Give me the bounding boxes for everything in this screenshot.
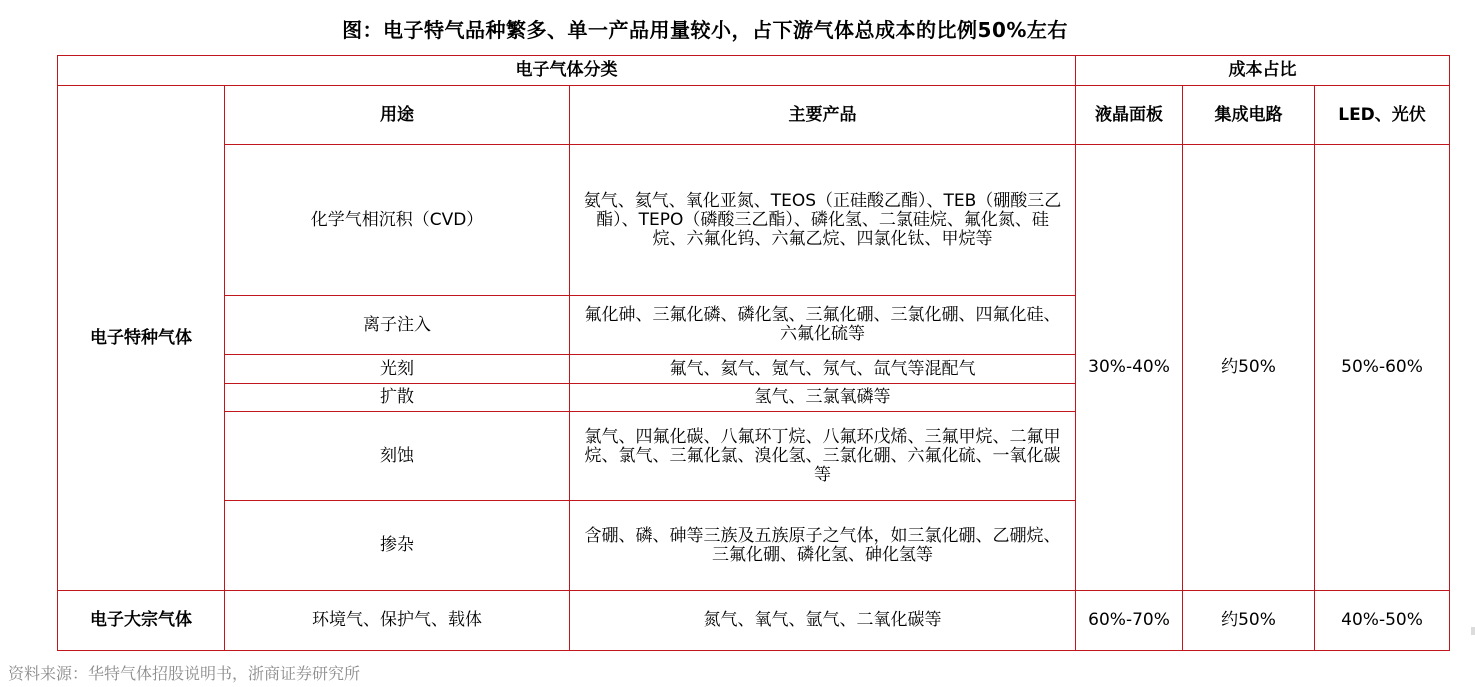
products-cell: 氢气、三氯氧磷等: [570, 384, 1076, 412]
special-ic-cost: 约50%: [1183, 145, 1315, 591]
products-cell: 氮气、氧气、氩气、二氧化碳等: [570, 591, 1076, 651]
page-title: 图：电子特气品种繁多、单一产品用量较小，占下游气体总成本的比例50%左右: [342, 18, 1068, 42]
ic-header: 集成电路: [1183, 86, 1315, 145]
products-cell: 氟化砷、三氟化磷、磷化氢、三氟化硼、三氯化硼、四氟化硅、六氟化硫等: [570, 296, 1076, 355]
usage-cell: 扩散: [225, 384, 570, 412]
usage-cell: 环境气、保护气、载体: [225, 591, 570, 651]
column-header-row: [58, 86, 1450, 145]
products-header: 主要产品: [570, 86, 1076, 145]
bulk-ic-cost: 约50%: [1183, 591, 1315, 651]
products-cell: 氯气、四氟化碳、八氟环丁烷、八氟环戊烯、三氟甲烷、二氟甲烷、氯气、三氟化氯、溴化氢、三氯化硼、六氟化硫、一氧化碳等: [570, 412, 1076, 501]
led-header: LED、光伏: [1315, 86, 1450, 145]
products-cell: 氨气、氦气、氧化亚氮、TEOS（正硅酸乙酯）、TEB（硼酸三乙酯）、TEPO（磷酸三乙酯）、磷化氢、二氯硅烷、氟化氮、硅烷、六氟化钨、六氟乙烷、四氯化钛、甲烷等: [570, 145, 1076, 296]
products-cell: 氟气、氦气、氪气、氖气、氙气等混配气: [570, 355, 1076, 384]
bulk-led-cost: 40%-50%: [1315, 591, 1450, 651]
bulk-lcd-cost: 60%-70%: [1076, 591, 1183, 651]
lcd-header: 液晶面板: [1076, 86, 1183, 145]
bulk-gas-row: [58, 591, 1450, 651]
bulk-gas-label: 电子大宗气体: [58, 591, 225, 651]
group-header: 电子气体分类: [58, 56, 1076, 86]
usage-cell: 化学气相沉积（CVD）: [225, 145, 570, 296]
usage-cell: 光刻: [225, 355, 570, 384]
table-header-row: [58, 56, 1450, 86]
usage-cell: 离子注入: [225, 296, 570, 355]
special-lcd-cost: 30%-40%: [1076, 145, 1183, 591]
products-cell: 含硼、磷、砷等三族及五族原子之气体，如三氯化硼、乙硼烷、三氟化硼、磷化氢、砷化氢等: [570, 501, 1076, 591]
source-note: 资料来源：华特气体招股说明书，浙商证券研究所: [8, 664, 361, 683]
table-row: [58, 145, 1450, 296]
edge-mark: [1471, 627, 1475, 635]
usage-cell: 掺杂: [225, 501, 570, 591]
special-led-cost: 50%-60%: [1315, 145, 1450, 591]
gas-classification-table: [57, 55, 1450, 651]
cost-header: 成本占比: [1076, 56, 1450, 86]
special-gas-label: 电子特种气体: [58, 86, 225, 591]
usage-cell: 刻蚀: [225, 412, 570, 501]
usage-header: 用途: [225, 86, 570, 145]
